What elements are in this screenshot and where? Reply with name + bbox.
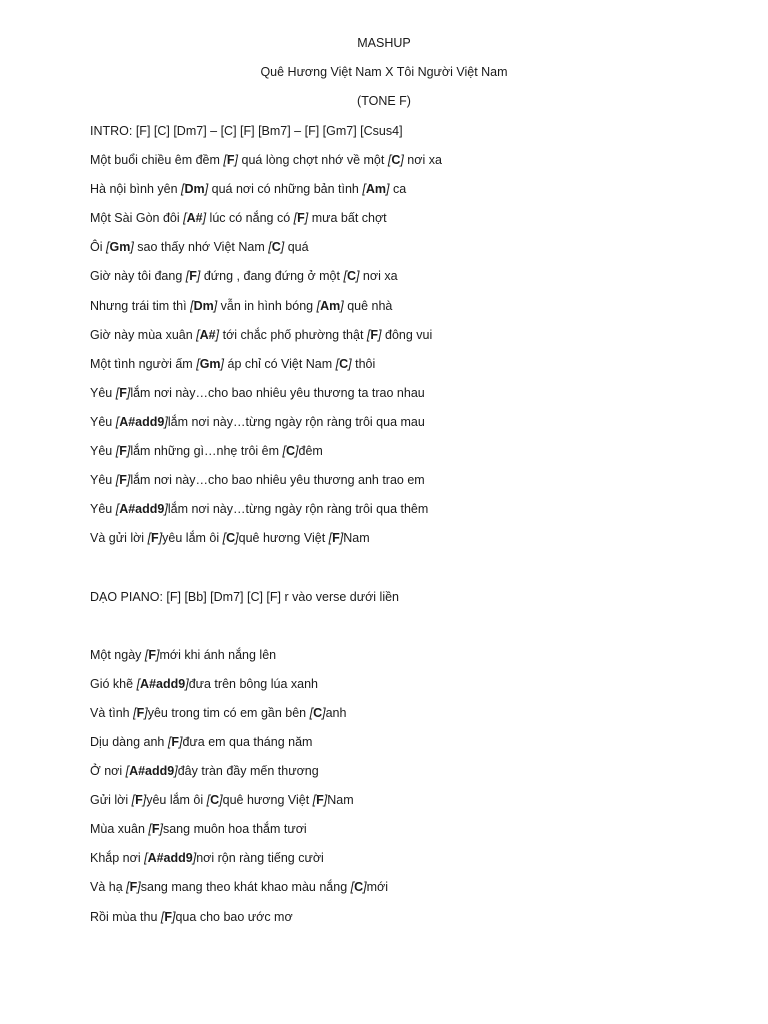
lyric-text: Ôi [90, 240, 106, 255]
chord-mark: [F] [167, 734, 183, 749]
lyric-text: Và tình [90, 705, 134, 720]
lyric-text: Yêu [90, 502, 116, 517]
lyric-line [90, 530, 730, 559]
chord-mark: [Gm] [196, 356, 225, 371]
chord-mark: [C] [268, 240, 285, 255]
lyric-text: mưa bất chợt [308, 211, 387, 226]
lyric-text: INTRO: [F] [C] [Dm7] – [C] [F] [Bm7] – [F] [Gm7] [Csus4] [90, 124, 403, 138]
chord-mark: [C] [335, 356, 352, 371]
lyric-text: Và gửi lời [90, 531, 148, 546]
lyric-text: quê hương Việt [238, 531, 329, 546]
chord-mark: [Am] [362, 182, 390, 197]
lyric-text: quê hương Việt [222, 793, 313, 808]
lyric-text: Gió khẽ [90, 676, 137, 691]
lyric-text: yêu trong tim có em gần bên [147, 705, 310, 720]
lyric-text: yêu lắm ôi [146, 793, 207, 808]
lyric-text: qua cho bao ước mơ [175, 909, 293, 924]
lyric-line [90, 385, 730, 414]
lyric-text: Yêu [90, 414, 116, 429]
chord-mark: [F] [312, 793, 328, 808]
lyric-text: Một Sài Gòn đôi [90, 211, 184, 226]
chord-mark: [F] [126, 880, 141, 895]
lyric-text: Rồi mùa thu [90, 909, 161, 924]
lyric-line [90, 239, 730, 268]
chord-mark: [C] [350, 880, 367, 895]
lyric-text: Một buổi chiều êm đềm [90, 153, 224, 168]
lyric-line [90, 152, 730, 181]
chord-mark: [F] [223, 153, 239, 168]
blank-line [90, 559, 730, 588]
lyric-text: quá nơi có những bản tình [208, 182, 363, 197]
lyric-text: vẫn in hình bóng [217, 298, 317, 313]
lyric-line [90, 879, 730, 908]
lyric-text: thôi [351, 356, 376, 371]
lyric-text: Nam [327, 793, 354, 808]
chord-mark: [F] [185, 269, 201, 284]
chord-mark: [Dm] [181, 182, 209, 197]
lyric-text: tới chắc phố phường thật [219, 327, 367, 342]
lyric-text: ca [389, 182, 407, 197]
lyric-line [90, 443, 730, 472]
lyric-text: Khắp nơi [90, 851, 145, 866]
lyric-text: đêm [298, 444, 323, 459]
lyric-text: sao thấy nhớ Việt Nam [133, 240, 269, 255]
chord-mark: [A#add9] [144, 851, 197, 866]
lyric-line [90, 734, 730, 763]
lyric-text: lắm những gì…nhẹ trôi êm [130, 444, 283, 459]
lyric-line [90, 909, 730, 938]
lyric-text: Nhưng trái tim thì [90, 298, 191, 313]
lyric-text: Và hạ [90, 880, 127, 895]
chord-mark: [F] [131, 793, 147, 808]
lyric-text: nơi xa [359, 269, 398, 284]
lyric-text: Giờ này tôi đang [90, 269, 186, 284]
chord-mark: [A#] [183, 211, 207, 226]
lyric-text: nơi rộn ràng tiếng cười [196, 851, 324, 866]
lyric-text: Yêu [90, 473, 116, 488]
lyric-text: đưa trên bông lúa xanh [188, 676, 318, 691]
lyric-text: anh [325, 705, 347, 720]
lyric-text: đưa em qua tháng năm [182, 734, 313, 749]
lyric-text: Yêu [90, 385, 116, 400]
chord-mark: [A#add9] [115, 502, 168, 517]
lyric-text: sang muôn hoa thắm tươi [162, 822, 307, 837]
lyric-text: quá lòng chợt nhớ về một [238, 153, 388, 168]
chord-mark: [C] [206, 793, 223, 808]
lyric-text: Mùa xuân [90, 822, 149, 837]
lyric-line [90, 356, 730, 385]
lyric-text: DẠO PIANO: [F] [Bb] [Dm7] [C] [F] r vào verse dưới liền [90, 589, 400, 604]
lyric-text: Hà nội bình yên [90, 182, 182, 197]
lyric-text: Yêu [90, 444, 116, 459]
lyric-line [90, 268, 730, 297]
lyric-line [90, 647, 730, 676]
chord-mark: [Dm] [190, 298, 218, 313]
lyric-line [90, 414, 730, 443]
chord-mark: [C] [222, 531, 239, 546]
chord-mark: [F] [366, 327, 382, 342]
lyric-text: Một tình người ấm [90, 356, 197, 371]
chord-mark: [C] [282, 444, 299, 459]
lyric-line [90, 210, 730, 239]
chord-mark: [A#] [196, 327, 220, 342]
lyric-text: sang mang theo khát khao màu nắng [140, 880, 351, 895]
lyric-line [90, 705, 730, 734]
lyric-text: Nam [343, 531, 370, 546]
lyric-line [90, 327, 730, 356]
lyric-text: nơi xa [403, 153, 442, 168]
lyric-text: quá [284, 240, 309, 255]
lyric-text: mới khi ánh nắng lên [159, 647, 277, 662]
lyric-text: lắm nơi này…từng ngày rộn ràng trôi qua mau [167, 414, 425, 429]
lyric-line [90, 763, 730, 792]
chord-mark: [F] [115, 473, 131, 488]
song-tone: (TONE F) [357, 94, 411, 108]
lyric-text: lúc có nắng có [206, 211, 294, 226]
lyric-line [90, 181, 730, 210]
lyric-text: Ở nơi [90, 764, 126, 779]
song-subtitle: Quê Hương Việt Nam X Tôi Người Việt Nam [260, 65, 508, 79]
lyric-text: Giờ này mùa xuân [90, 327, 197, 342]
lyric-text: quê nhà [343, 298, 393, 313]
lyric-line [90, 472, 730, 501]
lyric-line [90, 298, 730, 327]
lyric-line [90, 501, 730, 530]
lyric-text: Một ngày [90, 647, 145, 662]
lyric-text: lắm nơi này…cho bao nhiêu yêu thương anh trao em [130, 473, 425, 488]
chord-mark: [C] [343, 269, 360, 284]
chord-mark: [F] [147, 531, 163, 546]
chord-mark: [A#add9] [136, 676, 189, 691]
chord-mark: [F] [160, 909, 176, 924]
chord-mark: [Am] [316, 298, 344, 313]
chord-mark: [F] [115, 444, 131, 459]
chord-mark: [C] [387, 153, 404, 168]
lyric-text: đứng , đang đứng ở một [200, 269, 344, 284]
lyric-text: áp chỉ có Việt Nam [224, 356, 336, 371]
lyric-line [90, 821, 730, 850]
chord-mark: [F] [115, 385, 131, 400]
lyric-text: Gửi lời [90, 793, 132, 808]
chord-mark: [C] [309, 705, 326, 720]
lyric-line [90, 792, 730, 821]
lyric-line [90, 123, 730, 152]
lyric-line [90, 589, 730, 618]
chord-mark: [Gm] [105, 240, 134, 255]
chord-mark: [F] [144, 647, 160, 662]
lyric-text: lắm nơi này…từng ngày rộn ràng trôi qua thêm [167, 502, 429, 517]
chord-mark: [A#add9] [115, 414, 168, 429]
lyric-text: yêu lắm ôi [162, 531, 223, 546]
lyric-line [90, 676, 730, 705]
lyrics-body [90, 123, 730, 938]
lyric-text: đây tràn đầy mến thương [177, 764, 319, 779]
chord-mark: [F] [328, 531, 344, 546]
lyric-line [90, 850, 730, 879]
lyric-text: đông vui [381, 327, 433, 342]
chord-mark: [F] [133, 705, 148, 720]
chord-mark: [A#add9] [125, 764, 178, 779]
song-title: MASHUP [357, 36, 411, 50]
lyric-text: mới [366, 880, 389, 895]
blank-line [90, 618, 730, 647]
lyric-text: Dịu dàng anh [90, 734, 168, 749]
chord-mark: [F] [293, 211, 309, 226]
lyric-text: lắm nơi này…cho bao nhiêu yêu thương ta trao nhau [130, 385, 425, 400]
chord-mark: [F] [148, 822, 163, 837]
